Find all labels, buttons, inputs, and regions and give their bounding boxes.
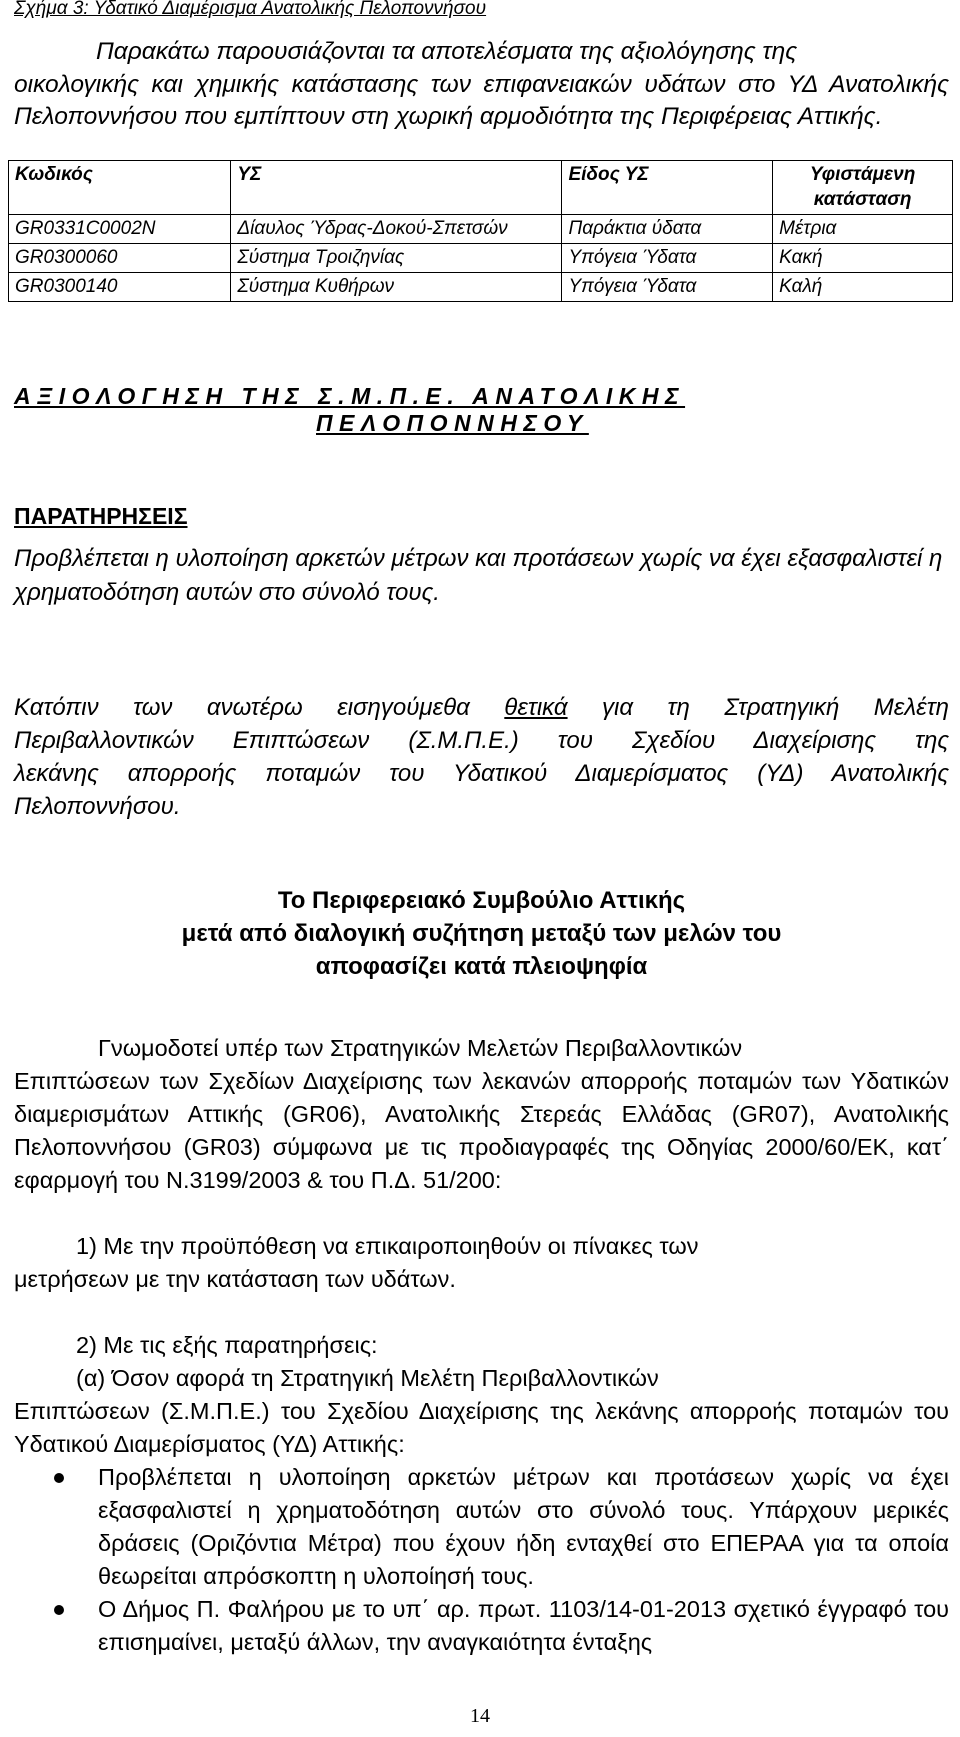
heading-line-2-text: ΠΕΛΟΠΟΝΝΗΣΟΥ — [316, 410, 589, 436]
heading-line-2 — [14, 410, 949, 437]
cell-system: Σύστημα Τροιζηνίας — [231, 244, 562, 273]
list-item — [14, 1461, 949, 1593]
heading-line-1: ΑΞΙΟΛΟΓΗΣΗ ΤΗΣ Σ.Μ.Π.Ε. ΑΝΑΤΟΛΙΚΗΣ — [14, 383, 686, 409]
decision-line-2: μετά από διαλογική συζήτηση μεταξύ των μελών του — [181, 920, 782, 947]
condition-2 — [14, 1329, 949, 1362]
recommendation-line-4: Πελοποννήσου. — [14, 793, 181, 820]
cell-code: GR0300140 — [9, 273, 231, 302]
recommendation-before: Κατόπιν των ανωτέρω εισηγούμεθα — [14, 694, 505, 721]
list-item-text: Προβλέπεται η υλοποίηση αρκετών μέτρων και προτάσεων χωρίς να έχει εξασφαλιστεί η χρηματοδότηση αυτών στο σύνολό τους. Υπάρχουν μερικές δράσεις (Οριζόντια Μέτρα) που έχουν ήδη ενταχθεί στο ΕΠΕΡΑΑ για τα οποία θεωρείται απρόσκοπτη η υλοποίησή τους. — [98, 1464, 949, 1589]
water-systems-table — [8, 160, 953, 302]
condition-2-label: 2) Με τις εξής παρατηρήσεις: — [76, 1332, 378, 1358]
bullet-icon — [54, 1605, 64, 1615]
list-item-text: Ο Δήμος Π. Φαλήρου με το υπ΄ αρ. πρωτ. 1103/14-01-2013 σχετικό έγγραφό του επισημαίνει, μεταξύ άλλων, την αναγκαιότητα ένταξης — [98, 1596, 949, 1655]
header-status: Υφιστάμενη κατάσταση — [773, 161, 953, 215]
recommendation-after: για τη Στρατηγική Μελέτη — [567, 694, 949, 721]
recommendation-emphasis: θετικά — [504, 694, 568, 721]
decision-line-3 — [14, 950, 949, 983]
intro-first-line: Παρακάτω παρουσιάζονται τα αποτελέσματα της αξιολόγησης της — [96, 38, 798, 65]
bullet-icon — [54, 1473, 64, 1483]
condition-1-rest: μετρήσεων με την κατάσταση των υδάτων. — [14, 1266, 456, 1292]
condition-1 — [14, 1230, 949, 1296]
cell-code: GR0300060 — [9, 244, 231, 273]
page-number: 14 — [470, 1705, 490, 1727]
decision-line-3-text: αποφασίζει κατά — [315, 953, 513, 980]
condition-1-first: 1) Με την προϋπόθεση να επικαιροποιηθούν οι πίνακες των — [76, 1233, 699, 1259]
decision-emphasis: πλειοψηφία — [512, 953, 648, 980]
cell-type: Υπόγεια Ύδατα — [562, 244, 773, 273]
decision-line-1: Το Περιφερειακό Συμβούλιο Αττικής — [277, 887, 686, 914]
section-heading — [14, 383, 949, 437]
header-system: ΥΣ — [231, 161, 562, 215]
intro-paragraph — [14, 36, 949, 134]
header-type: Είδος ΥΣ — [562, 161, 773, 215]
table-row — [9, 215, 953, 244]
decision-block — [14, 884, 949, 983]
observations-text: Προβλέπεται η υλοποίηση αρκετών μέτρων και προτάσεων χωρίς να έχει εξασφαλιστεί η χρηματοδότηση αυτών στο σύνολό τους. — [14, 545, 943, 606]
observations-title: ΠΑΡΑΤΗΡΗΣΕΙΣ — [14, 503, 188, 529]
opinion-rest: Επιπτώσεων των Σχεδίων Διαχείρισης των λεκανών απορροής ποταμών των Υδατικών διαμερισμάτων Αττικής (GR06), Ανατολικής Στερεάς Ελλάδας (GR07), Ανατολικής Πελοποννήσου (GR03) σύμφωνα με τις προδιαγραφές της Οδηγίας 2000/60/ΕΚ, κατ΄ εφαρμογή του Ν.3199/2003 & του Π.Δ. 51/200: — [14, 1068, 949, 1193]
table-row — [9, 244, 953, 273]
table-row — [9, 273, 953, 302]
condition-2a-first: (α) Όσον αφορά τη Στρατηγική Μελέτη Περιβαλλοντικών — [76, 1365, 659, 1391]
figure-caption: Σχήμα 3: Υδατικό Διαμέρισμα Ανατολικής Πελοποννήσου — [14, 0, 487, 19]
bullet-list — [14, 1461, 949, 1659]
intro-rest: οικολογικής και χημικής κατάστασης των επιφανειακών υδάτων στο ΥΔ Ανατολικής Πελοποννήσου που εμπίπτουν στη χωρική αρμοδιότητα της Περιφέρειας Αττικής. — [14, 70, 949, 130]
condition-2a-rest: Επιπτώσεων (Σ.Μ.Π.Ε.) του Σχεδίου Διαχείρισης της λεκάνης απορροής ποταμών του Υδατικού Διαμερίσματος (ΥΔ) Αττικής: — [14, 1398, 949, 1457]
recommendation-line-2: Περιβαλλοντικών Επιπτώσεων (Σ.Μ.Π.Ε.) του Σχεδίου Διαχείρισης της — [14, 727, 949, 754]
cell-status: Καλή — [773, 273, 953, 302]
cell-status: Μέτρια — [773, 215, 953, 244]
recommendation-paragraph — [14, 691, 949, 823]
recommendation-line-3: λεκάνης απορροής ποταμών του Υδατικού Διαμερίσματος (ΥΔ) Ανατολικής — [14, 760, 949, 787]
cell-code: GR0331C0002N — [9, 215, 231, 244]
cell-system: Δίαυλος Ύδρας-Δοκού-Σπετσών — [231, 215, 562, 244]
cell-status: Κακή — [773, 244, 953, 273]
cell-system: Σύστημα Κυθήρων — [231, 273, 562, 302]
header-code: Κωδικός — [9, 161, 231, 215]
condition-2a — [14, 1362, 949, 1461]
recommendation-line-1 — [14, 691, 949, 724]
opinion-first-line: Γνωμοδοτεί υπέρ των Στρατηγικών Μελετών Περιβαλλοντικών — [98, 1035, 743, 1061]
opinion-paragraph — [14, 1032, 949, 1197]
list-item — [14, 1593, 949, 1659]
cell-type: Παράκτια ύδατα — [562, 215, 773, 244]
cell-type: Υπόγεια Ύδατα — [562, 273, 773, 302]
table-header-row — [9, 161, 953, 215]
